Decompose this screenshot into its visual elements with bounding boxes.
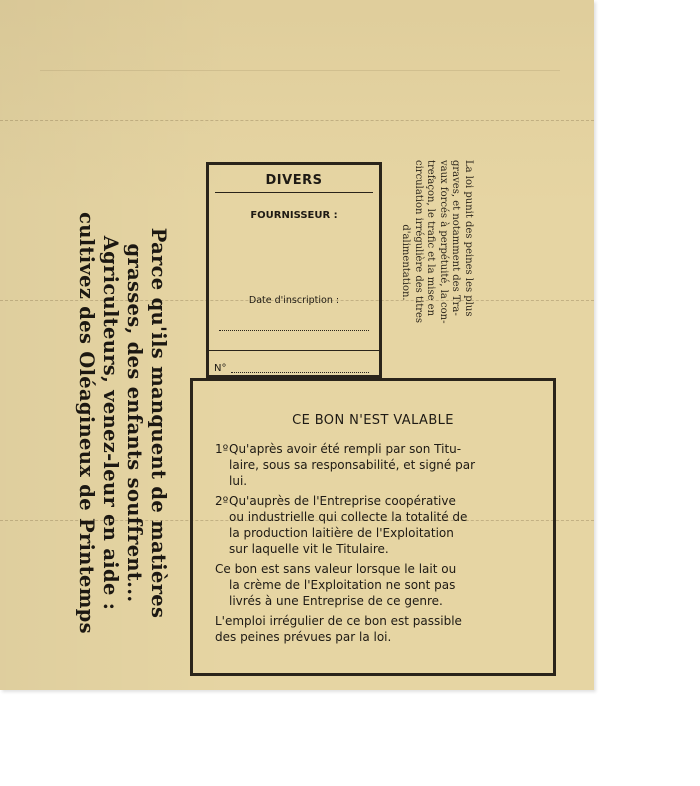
note-line: des peines prévues par la loi.	[215, 630, 392, 644]
divers-title: DIVERS	[265, 173, 323, 188]
slogan-line: Agriculteurs, venez-leur en aide :	[99, 235, 122, 611]
law-notice	[398, 160, 474, 365]
note-line: la crème de l'Exploitation ne sont pas	[229, 578, 456, 592]
slogan-line: grasses, des enfants souffrent...	[123, 243, 146, 603]
condition-number: 2º	[215, 494, 229, 508]
validity-conditions	[215, 441, 537, 649]
note-line: L'emploi irrégulier de ce bon est passible	[215, 614, 462, 628]
condition-1	[215, 441, 537, 489]
law-line: d'alimentation.	[400, 224, 412, 301]
oilseed-slogan	[74, 188, 170, 658]
condition-line: laire, sous sa responsabilité, et signé par	[229, 458, 476, 472]
condition-2	[215, 493, 537, 557]
condition-number: 1º	[215, 442, 229, 456]
law-line: La loi punit des peines les plus	[463, 160, 474, 317]
validity-box	[190, 378, 556, 676]
condition-line: Qu'après avoir été rempli par son Titu-	[229, 442, 462, 456]
faint-header-print	[40, 30, 560, 71]
divers-title-rule	[215, 192, 373, 193]
law-line: vaux forcés à perpétuité, la con-	[437, 160, 449, 324]
condition-line: lui.	[229, 474, 248, 488]
law-line: trefaçon, le trafic et la mise en	[425, 160, 437, 317]
perforation-line	[0, 120, 594, 121]
condition-line: Qu'auprès de l'Entreprise coopérative	[229, 494, 456, 508]
note-line: livrés à une Entreprise de ce genre.	[229, 594, 443, 608]
divers-divider	[209, 350, 379, 351]
divers-box	[206, 162, 382, 378]
note-line: Ce bon est sans valeur lorsque le lait ou	[215, 562, 457, 576]
registration-date-label: Date d'inscription :	[248, 295, 340, 306]
slogan-line: Parce qu'ils manquent de matières	[147, 227, 170, 619]
supplier-label: FOURNISSEUR :	[250, 210, 338, 221]
penalty-note	[215, 613, 537, 645]
validity-title: CE BON N'EST VALABLE	[292, 413, 454, 428]
law-line: circulation irrégulière des titres	[412, 160, 424, 324]
date-dotted-line	[219, 330, 369, 331]
number-label: N°	[214, 363, 227, 374]
condition-line: la production laitière de l'Exploitation	[229, 526, 454, 540]
law-line: graves, et notamment des Tra-	[450, 160, 462, 316]
condition-line: sur laquelle vit le Titulaire.	[229, 542, 389, 556]
slogan-line: cultivez des Oléagineux de Printemps	[75, 212, 98, 634]
condition-line: ou industrielle qui collecte la totalité de	[229, 510, 468, 524]
number-dotted-line	[231, 372, 369, 373]
no-value-note	[215, 561, 537, 609]
